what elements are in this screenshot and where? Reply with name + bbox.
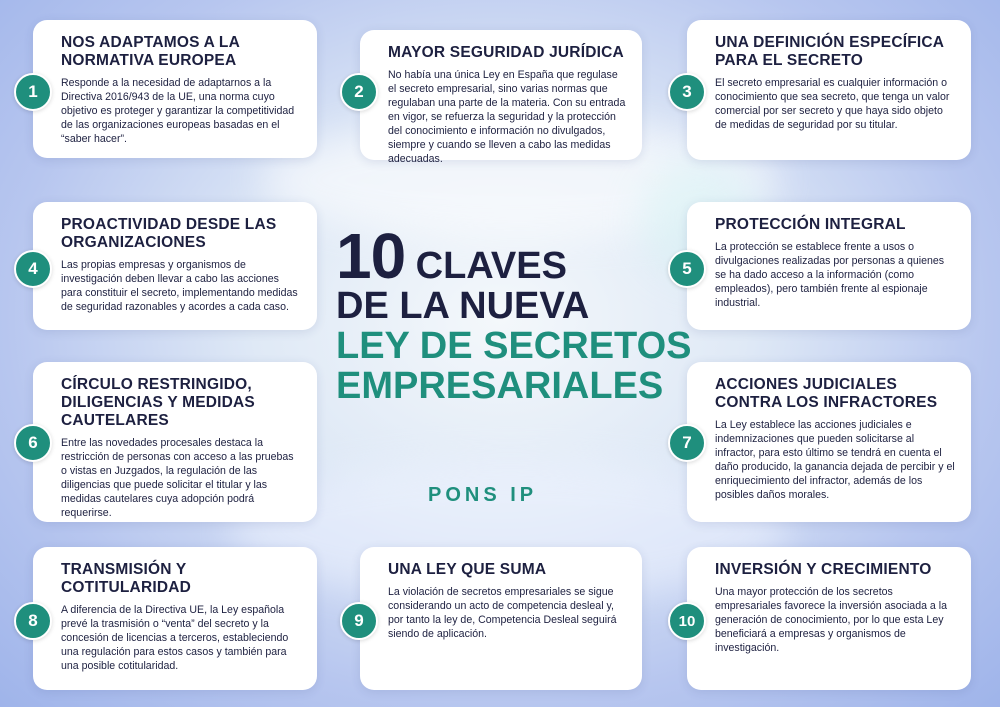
- card-text: La violación de secretos empresariales se sigue considerando un acto de competencia desleal y, por tanto la ley de, Competencia Desleal seguirá siendo de aplicación.: [388, 586, 617, 640]
- card-7: [687, 362, 971, 522]
- card-8: [33, 547, 317, 690]
- card-text: La protección se establece frente a usos o divulgaciones realizadas por personas a quienes se ha dado acceso a la información (como empleados), pero también frente al espionaje industrial.: [715, 241, 945, 309]
- number-badge: 9: [340, 602, 378, 640]
- card-heading: ACCIONES JUDICIALES CONTRA LOS INFRACTORES: [715, 376, 938, 411]
- brand-logo: PONS IP: [428, 484, 538, 506]
- card-heading: MAYOR SEGURIDAD JURÍDICA: [388, 44, 624, 61]
- title-line-4: EMPRESARIALES: [336, 365, 664, 407]
- title-word-claves: CLAVES: [415, 245, 567, 287]
- card-heading: NOS ADAPTAMOS A LA NORMATIVA EUROPEA: [61, 34, 240, 69]
- card-text: Responde a la necesidad de adaptarnos a la Directiva 2016/943 de la UE, una norma cuyo objetivo es proteger y garantizar la competitividad de las organizaciones europeas basadas en el “saber hacer”.: [61, 77, 295, 145]
- title-line-2: DE LA NUEVA: [336, 285, 590, 327]
- number-badge: 4: [14, 250, 52, 288]
- card-4: [33, 202, 317, 330]
- number-badge: 6: [14, 424, 52, 462]
- number-badge: 8: [14, 602, 52, 640]
- card-text: Entre las novedades procesales destaca la restricción de personas con acceso a las pruebas o vistas en Juzgados, la regulación de las diligencias que puede solicitar el titular y las medidas cautelares cuya adopción podrá requerirse.: [61, 437, 294, 519]
- card-text: Una mayor protección de los secretos empresariales favorece la inversión asociada a la generación de conocimiento, por lo que esta Ley beneficiará a empresas y organismos de investigación.: [715, 586, 948, 654]
- number-badge: 5: [668, 250, 706, 288]
- number-badge: 2: [340, 73, 378, 111]
- card-5: [687, 202, 971, 330]
- card-text: El secreto empresarial es cualquier información o conocimiento que sea secreto, que tenga un valor comercial por ser secreto y que haya sido objeto de medidas de seguridad por su titular.: [715, 77, 950, 131]
- card-heading: TRANSMISIÓN Y COTITULARIDAD: [61, 561, 192, 596]
- card-6: [33, 362, 317, 522]
- card-heading: UNA DEFINICIÓN ESPECÍFICA PARA EL SECRETO: [715, 34, 944, 69]
- card-text: No había una única Ley en España que regulase el secreto empresarial, sino varias normas que regulaban una parte de la materia. Con su entrada en vigor, se refuerza la seguridad y la protección del conocimiento e información no divulgados, siempre y cuando se lleven a cabo las medidas adecuadas.: [388, 69, 626, 165]
- card-2: [360, 30, 642, 165]
- number-badge: 10: [668, 602, 706, 640]
- main-title: [336, 220, 696, 407]
- card-3: [687, 20, 971, 160]
- card-heading: PROACTIVIDAD DESDE LAS ORGANIZACIONES: [61, 216, 277, 251]
- card-heading: UNA LEY QUE SUMA: [388, 561, 547, 578]
- title-number: 10: [336, 220, 406, 292]
- title-line-3: LEY DE SECRETOS: [336, 325, 692, 367]
- card-heading: PROTECCIÓN INTEGRAL: [715, 216, 906, 233]
- number-badge: 3: [668, 73, 706, 111]
- number-badge: 1: [14, 73, 52, 111]
- card-1: [33, 20, 317, 158]
- number-badge: 7: [668, 424, 706, 462]
- card-heading: INVERSIÓN Y CRECIMIENTO: [715, 561, 932, 578]
- card-heading: CÍRCULO RESTRINGIDO, DILIGENCIAS Y MEDIDAS CAUTELARES: [61, 376, 255, 429]
- card-text: La Ley establece las acciones judiciales e indemnizaciones que pueden solicitarse al infractor, para esto último se tendrá en cuenta el daño producido, la ganancia dejada de percibir y el enriquecimiento del infractor, además de los posibles daños morales.: [715, 419, 955, 501]
- card-10: [687, 547, 971, 690]
- card-9: [360, 547, 642, 690]
- card-text: Las propias empresas y organismos de investigación deben llevar a cabo las acciones para constituir el secreto, implementando medidas de seguridad razonables y acordes a cada caso.: [61, 259, 298, 313]
- card-text: A diferencia de la Directiva UE, la Ley española prevé la trasmisión o “venta” del secreto y la concesión de licencias a terceros, estableciendo una regulación para estos casos y también para una posible cotitularidad.: [61, 604, 289, 672]
